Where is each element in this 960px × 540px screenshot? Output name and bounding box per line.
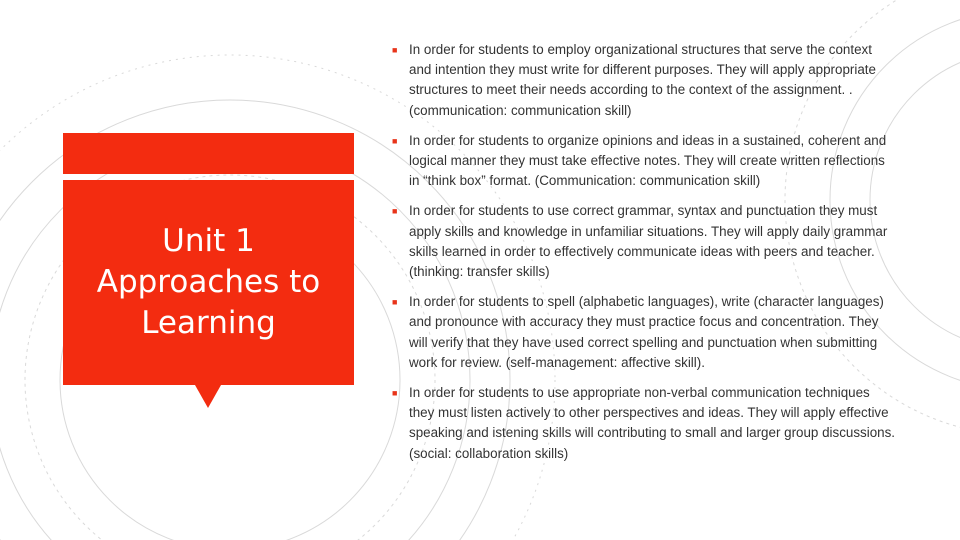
square-bullet-icon: ■ bbox=[392, 135, 398, 146]
square-bullet-icon: ■ bbox=[392, 297, 398, 308]
title-line-1: Unit 1 bbox=[162, 223, 255, 259]
panel-pointer bbox=[195, 385, 221, 408]
bullet-text: In order for students to organize opinions and ideas in a sustained, coherent and logical manner they must take effective notes. They will create written reflections in “think box” format. (Communication: communication skill) bbox=[409, 132, 887, 189]
bullet-item bbox=[388, 292, 898, 373]
bullet-text: In order for students to use correct grammar, syntax and punctuation they must apply skills and knowledge in unfamiliar situations. They will apply daily grammar skills learned in order to effectively communicate ideas with peers and teacher. (thinking: transfer skills) bbox=[409, 203, 888, 280]
bullet-list bbox=[388, 40, 898, 474]
bullet-text: In order for students to spell (alphabetic languages), write (character languages) and pronounce with accuracy they must practice focus and concentration. They will verify that they have used correct spelling and punctuation when submitting work for review. (self-management: affective skill). bbox=[409, 294, 884, 370]
square-bullet-icon: ■ bbox=[392, 45, 398, 55]
bullet-item bbox=[388, 201, 898, 282]
bullet-text: In order for students to employ organizational structures that serve the context and intention they must write for different purposes. They will apply appropriate structures to meet their needs according to the context of the assignment. . (communication: communication skill) bbox=[409, 42, 876, 118]
accent-strip bbox=[63, 133, 354, 174]
title-line-2: Approaches to bbox=[96, 264, 321, 300]
bullet-text: In order for students to use appropriate non-verbal communication techniques they must listen actively to other perspectives and ideas. They will apply effective speaking and istening skills will contributing to small and larger group discussions. (social: collaboration skills) bbox=[409, 385, 896, 461]
title-panel bbox=[63, 180, 354, 385]
square-bullet-icon: ■ bbox=[392, 388, 398, 399]
square-bullet-icon: ■ bbox=[392, 206, 398, 217]
title-line-3: Learning bbox=[141, 305, 276, 341]
bullet-item bbox=[388, 131, 898, 192]
bullet-item bbox=[388, 40, 898, 121]
slide-title bbox=[74, 221, 344, 344]
bullet-item bbox=[388, 383, 898, 464]
